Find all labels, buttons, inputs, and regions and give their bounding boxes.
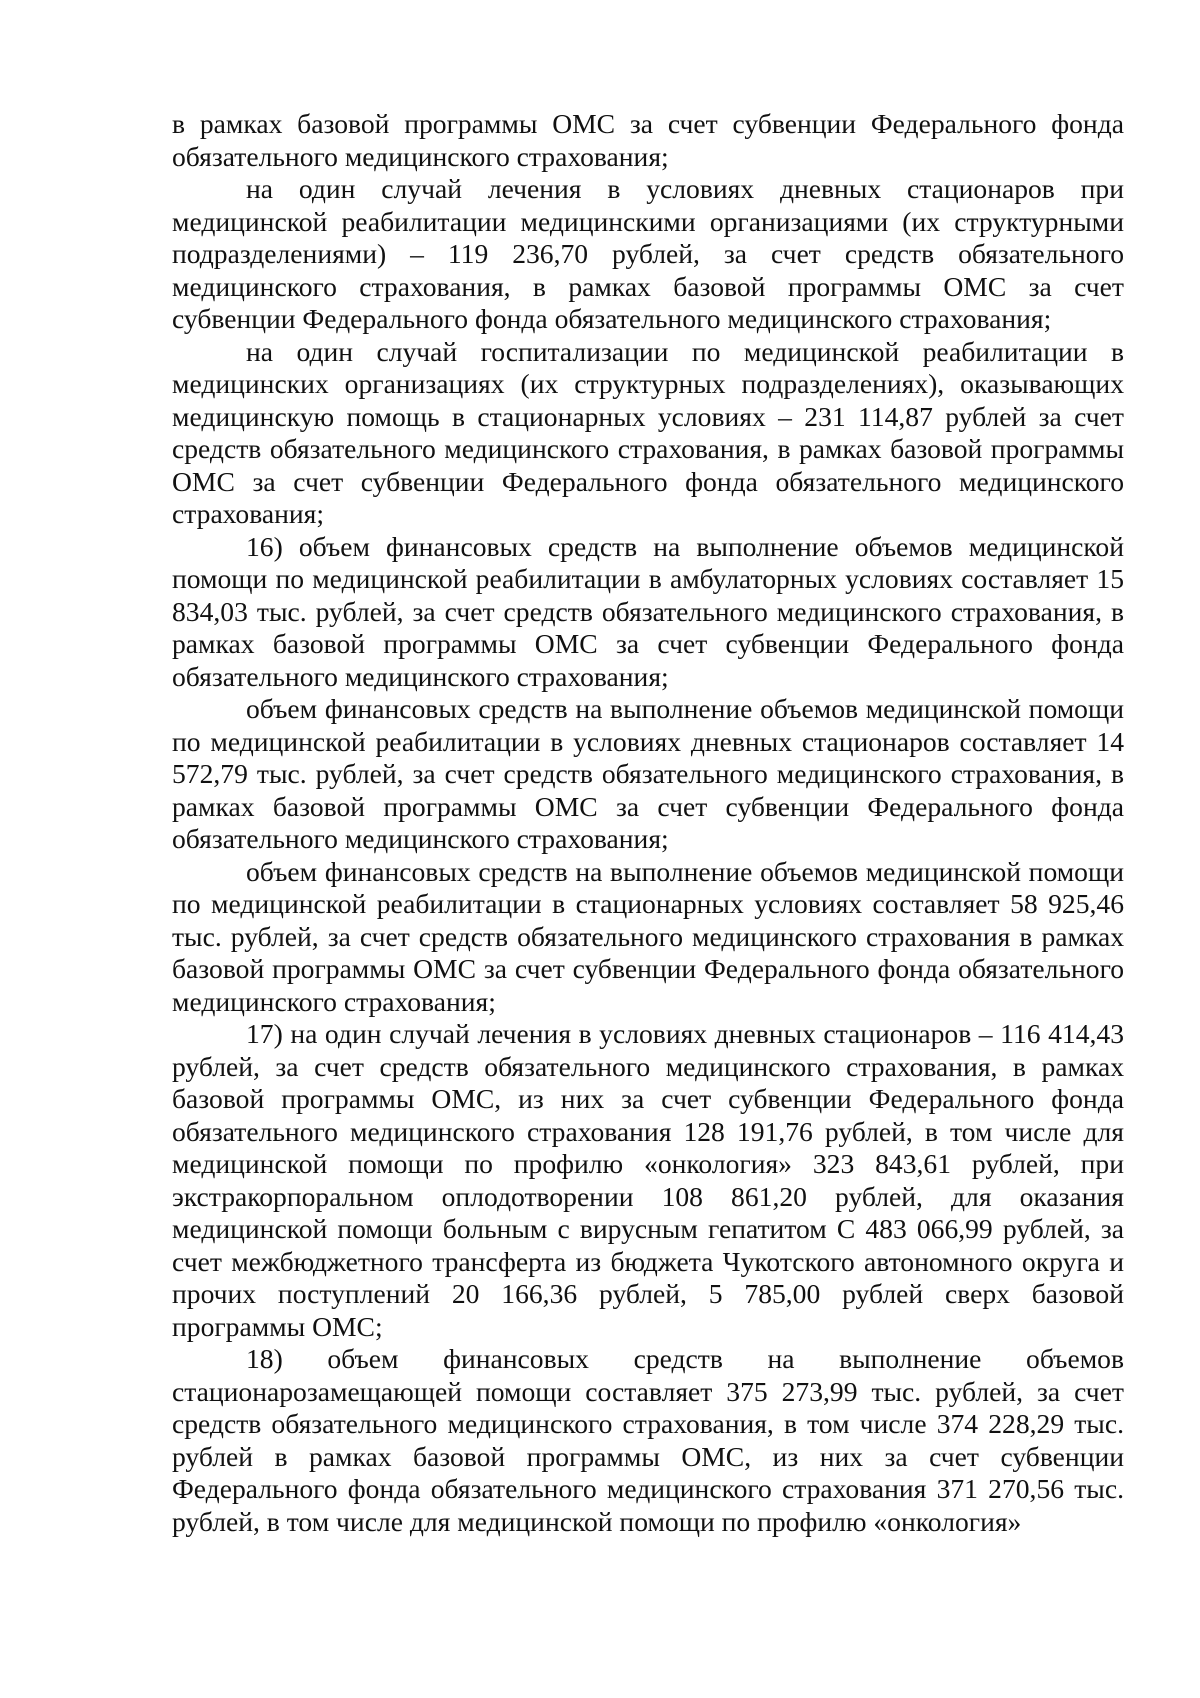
paragraph-7: 17) на один случай лечения в условиях дневных стационаров – 116 414,43 рублей, за счет средств обязательного медицинского страхования, в рамках базовой программы ОМС, из них за счет субвенции Федерального фонда обязательного медицинского страхования 128 191,76 рублей, в том числе для медицинской помощи по профилю «онкология» 323 843,61 рублей, при экстракорпоральном оплодотворении 108 861,20 рублей, для оказания медицинской помощи больным с вирусным гепатитом С 483 066,99 рублей, за счет межбюджетного трансферта из бюджета Чукотского автономного округа и прочих поступлений 20 166,36 рублей, 5 785,00 рублей сверх базовой программы ОМС; [172,1018,1124,1342]
paragraph-4: 16) объем финансовых средств на выполнение объемов медицинской помощи по медицинской реабилитации в амбулаторных условиях составляет 15 834,03 тыс. рублей, за счет средств обязательного медицинского страхования, в рамках базовой программы ОМС за счет субвенции Федерального фонда обязательного медицинского страхования; [172,530,1124,692]
paragraph-6: объем финансовых средств на выполнение объемов медицинской помощи по медицинской реабилитации в стационарных условиях составляет 58 925,46 тыс. рублей, за счет средств обязательного медицинского страхования в рамках базовой программы ОМС за счет субвенции Федерального фонда обязательного медицинского страхования; [172,855,1124,1017]
paragraph-1: в рамках базовой программы ОМС за счет субвенции Федерального фонда обязательного медицинского страхования; [172,108,1124,172]
paragraph-8: 18) объем финансовых средств на выполнение объемов стационарозамещающей помощи составляет 375 273,99 тыс. рублей, за счет средств обязательного медицинского страхования, в том числе 374 228,29 тыс. рублей в рамках базовой программы ОМС, из них за счет субвенции Федерального фонда обязательного медицинского страхования 371 270,56 тыс. рублей, в том числе для медицинской помощи по профилю «онкология» [172,1343,1124,1537]
document-body [172,108,1124,1538]
paragraph-2: на один случай лечения в условиях дневных стационаров при медицинской реабилитации медицинскими организациями (их структурными подразделениями) – 119 236,70 рублей, за счет средств обязательного медицинского страхования, в рамках базовой программы ОМС за счет субвенции Федерального фонда обязательного медицинского страхования; [172,173,1124,334]
paragraph-3: на один случай госпитализации по медицинской реабилитации в медицинских организациях (их структурных подразделениях), оказывающих медицинскую помощь в стационарных условиях – 231 114,87 рублей за счет средств обязательного медицинского страхования, в рамках базовой программы ОМС за счет субвенции Федерального фонда обязательного медицинского страхования; [172,335,1124,529]
paragraph-5: объем финансовых средств на выполнение объемов медицинской помощи по медицинской реабилитации в условиях дневных стационаров составляет 14 572,79 тыс. рублей, за счет средств обязательного медицинского страхования, в рамках базовой программы ОМС за счет субвенции Федерального фонда обязательного медицинского страхования; [172,693,1124,854]
